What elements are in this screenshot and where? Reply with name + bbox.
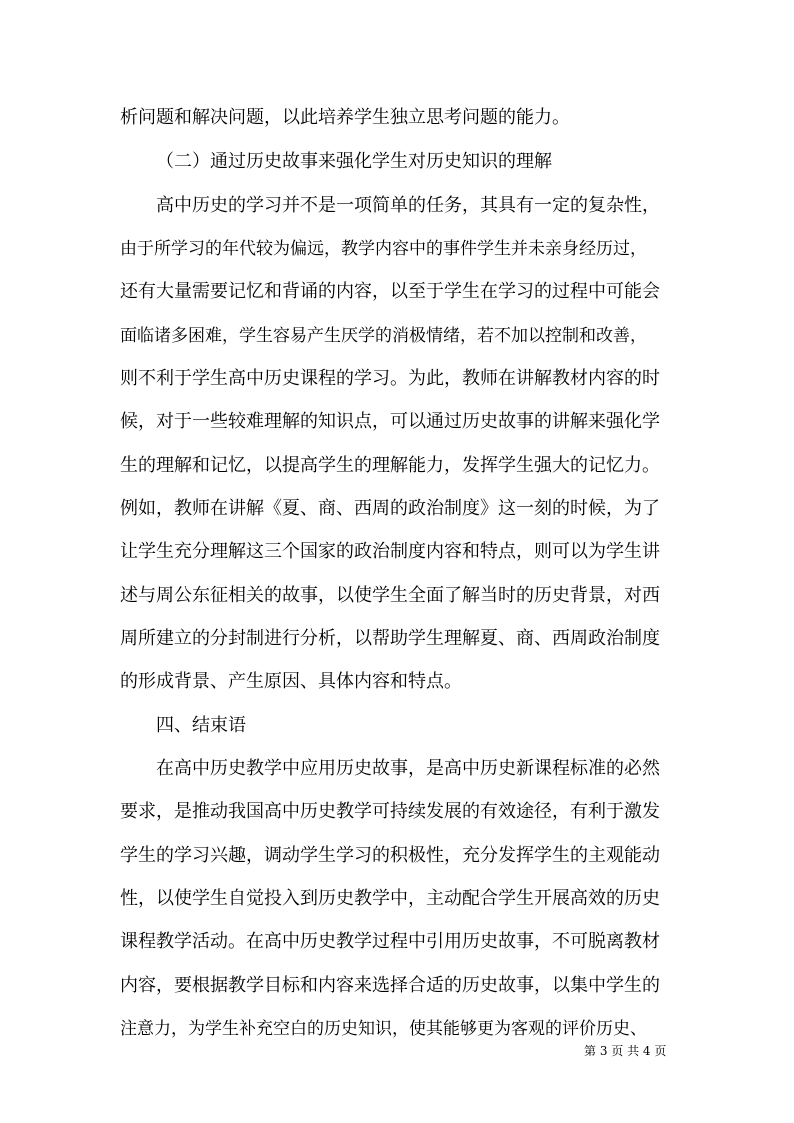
paragraph-line: 高中历史的学习并不是一项简单的任务，其具有一定的复杂性， [156,195,660,216]
paragraph-line: 析问题和解决问题，以此培养学生独立思考问题的能力。 [120,107,570,128]
paragraph-line: 课程教学活动。在高中历史教学过程中引用历史故事，不可脱离教材 [120,931,660,952]
paragraph-line: 则不利于学生高中历史课程的学习。为此，教师在讲解教材内容的时 [120,368,660,389]
paragraph-line: 注意力，为学生补充空白的历史知识，使其能够更为客观的评价历史、 [120,1019,647,1039]
section-heading: （二）通过历史故事来强化学生对历史知识的理解 [156,151,552,172]
paragraph-line: 在高中历史教学中应用历史故事，是高中历史新课程标准的必然 [156,758,660,779]
paragraph-line: 内容，要根据教学目标和内容来选择合适的历史故事，以集中学生的 [120,975,660,996]
paragraph-line: 的形成背景、产生原因、具体内容和特点。 [120,671,462,692]
paragraph-line: 面临诸多困难，学生容易产生厌学的消极情绪，若不加以控制和改善， [120,326,647,346]
paragraph-line: 例如，教师在讲解《夏、商、西周的政治制度》这一刻的时候，为了 [120,498,660,519]
paragraph-line: 学生的学习兴趣，调动学生学习的积极性，充分发挥学生的主观能动 [120,845,660,866]
paragraph-line: 性，以使学生自觉投入到历史教学中，主动配合学生开展高效的历史 [120,888,660,909]
paragraph-line: 让学生充分理解这三个国家的政治制度内容和特点，则可以为学生讲 [120,541,660,562]
section-heading: 四、结束语 [156,715,246,736]
paragraph-line: 候，对于一些较难理解的知识点，可以通过历史故事的讲解来强化学 [120,411,660,432]
paragraph-line: 由于所学习的年代较为偏远，教学内容中的事件学生并未亲身经历过， [120,239,647,259]
paragraph-line: 还有大量需要记忆和背诵的内容，以至于学生在学习的过程中可能会 [120,281,660,302]
paragraph-line: 述与周公东征相关的故事，以使学生全面了解当时的历史背景，对西 [120,585,660,606]
paragraph-line: 生的理解和记忆，以提高学生的理解能力，发挥学生强大的记忆力。 [120,455,660,476]
paragraph-line: 周所建立的分封制进行分析，以帮助学生理解夏、商、西周政治制度 [120,628,660,649]
page-number: 第 3 页 共 4 页 [584,1044,667,1058]
paragraph-line: 要求，是推动我国高中历史教学可持续发展的有效途径，有利于激发 [120,801,660,822]
